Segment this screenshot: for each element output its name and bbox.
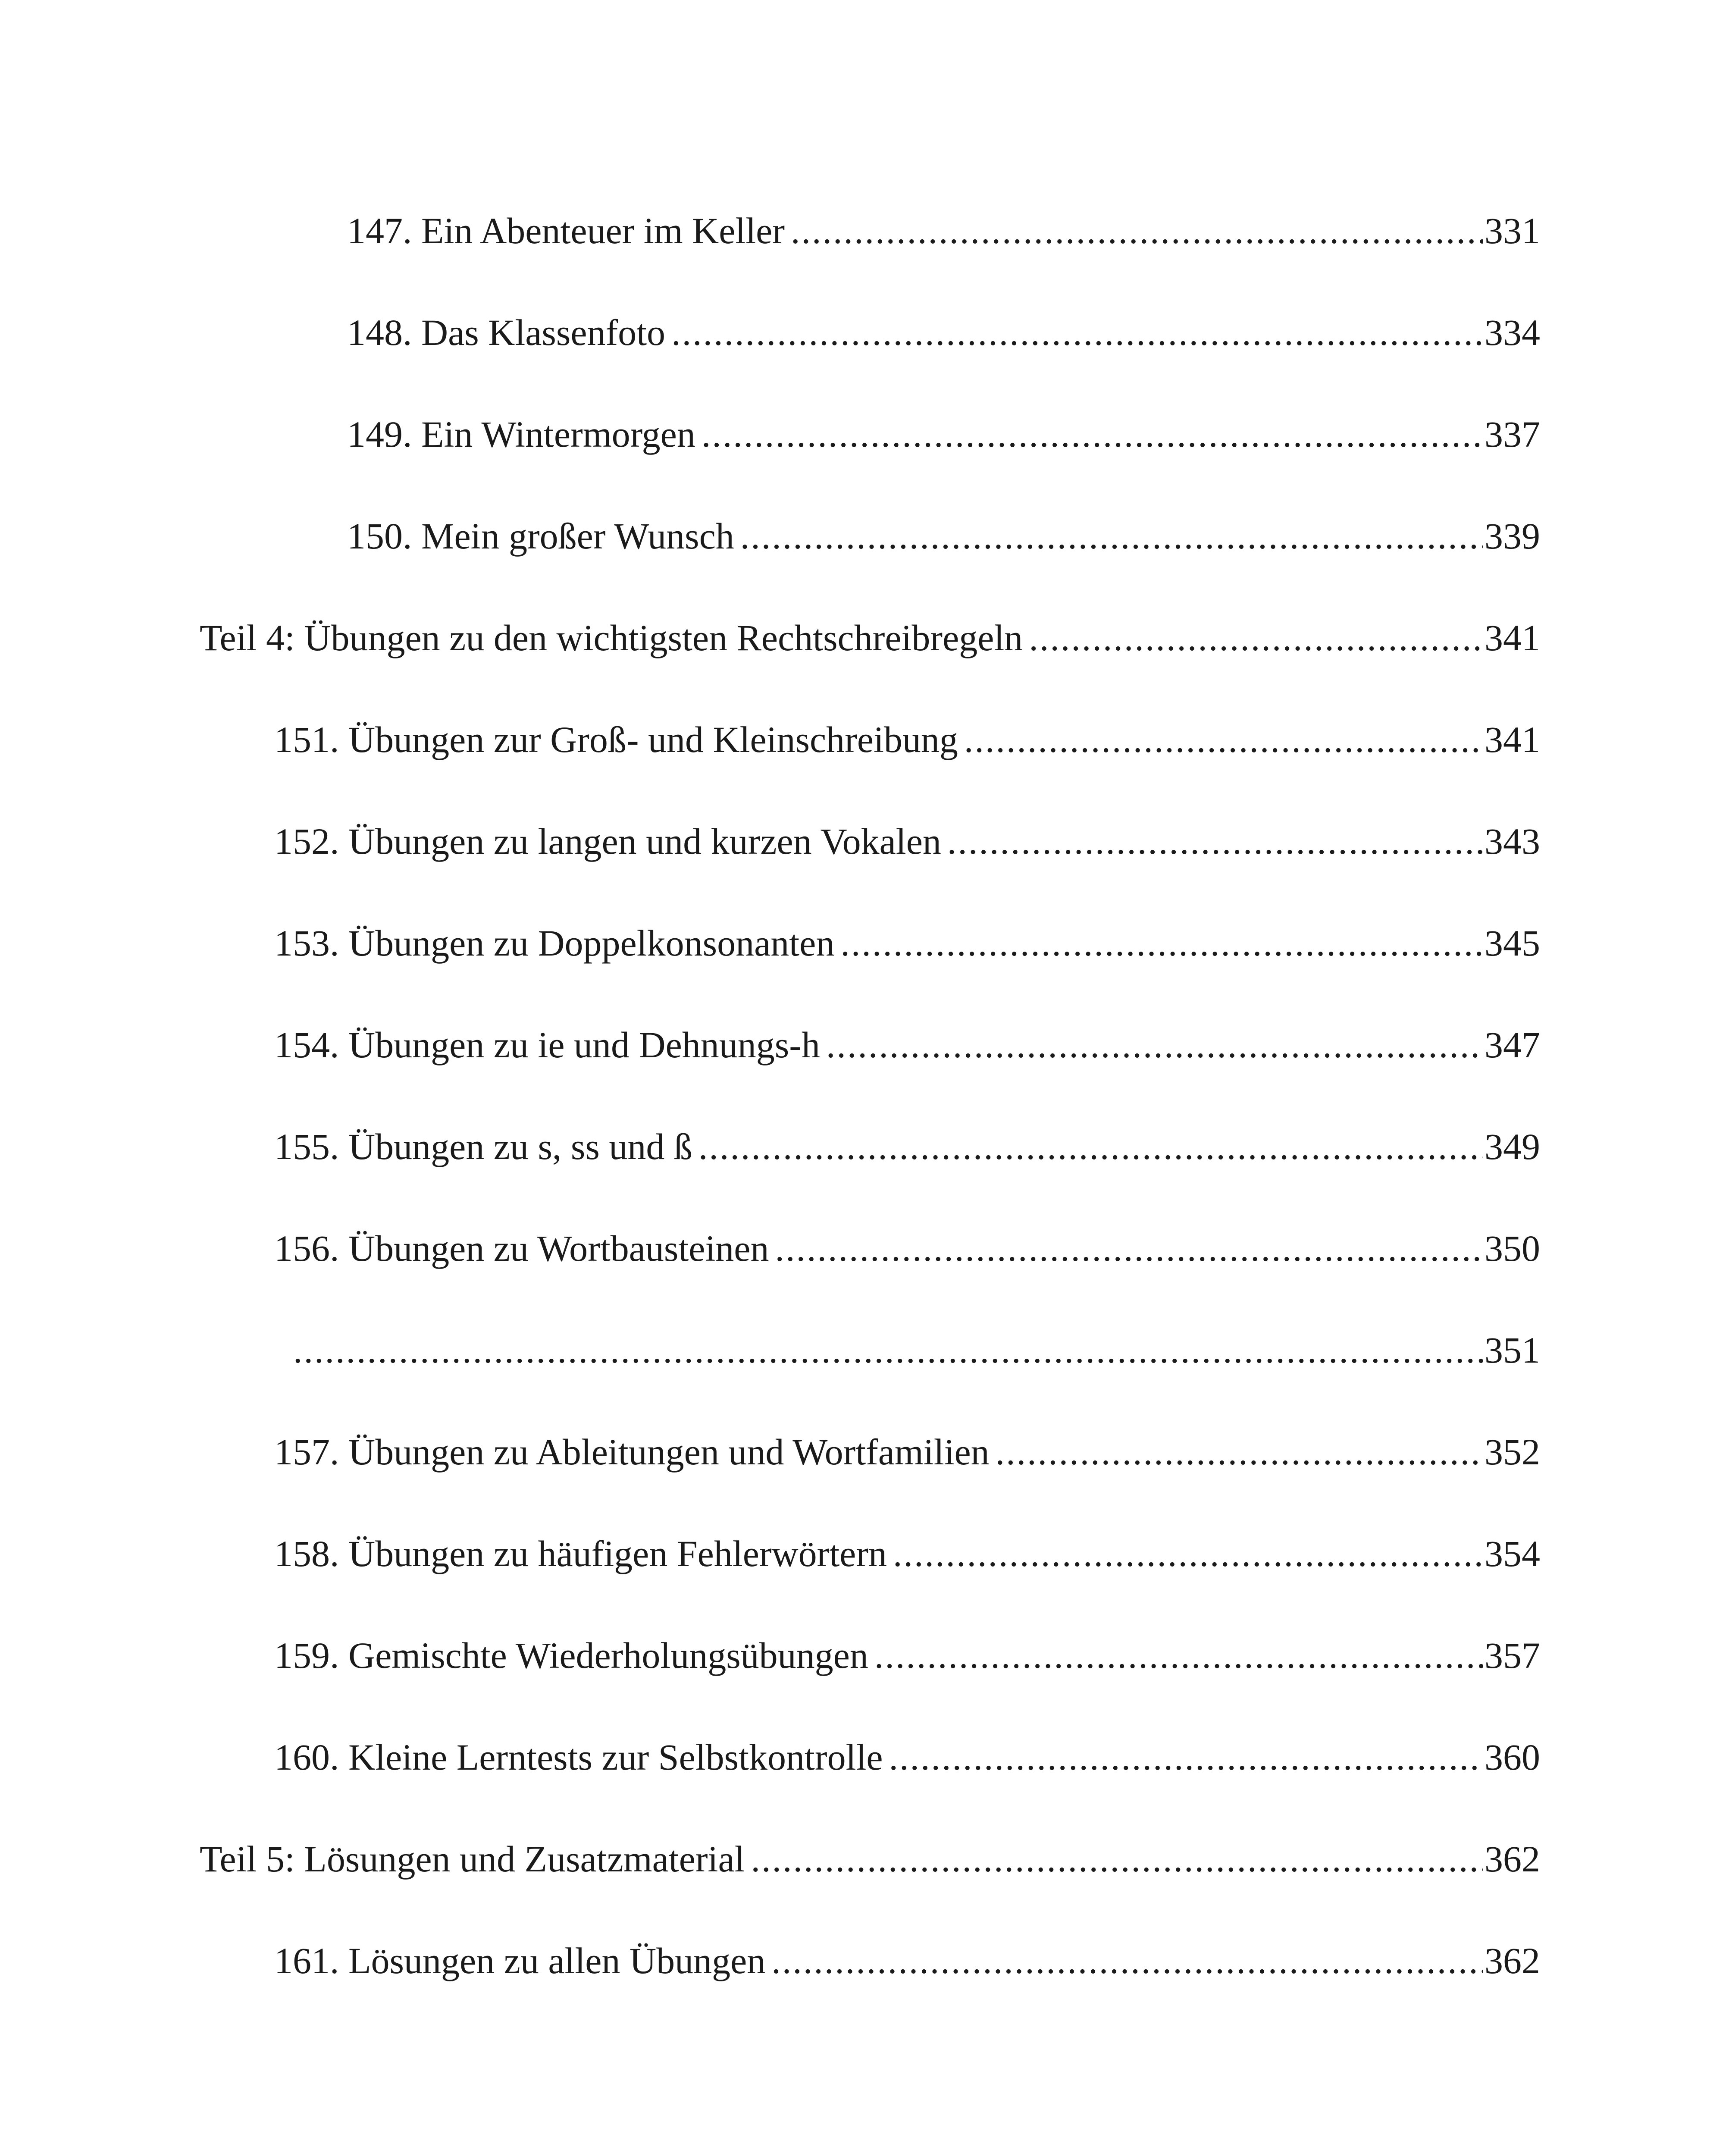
toc-entry[interactable] <box>274 818 1540 865</box>
toc-entry[interactable] <box>274 1632 1540 1679</box>
dot-leader <box>874 1632 1483 1679</box>
dot-leader <box>775 1225 1483 1272</box>
dot-leader <box>791 207 1483 254</box>
toc-entry-title: 156. Übungen zu Wortbausteinen <box>274 1228 769 1269</box>
dot-leader <box>964 716 1483 763</box>
toc-entry-title: 154. Übungen zu ie und Dehnungs-h <box>274 1024 820 1065</box>
toc-entry-page: 339 <box>1485 515 1540 557</box>
toc-entry-page: 354 <box>1485 1533 1540 1574</box>
toc-entry-title: Teil 4: Übungen zu den wichtigsten Rechtschreibregeln <box>200 617 1023 658</box>
toc-entry[interactable] <box>274 919 1540 967</box>
toc-entry-page: 349 <box>1485 1126 1540 1167</box>
dot-leader <box>771 1937 1483 1984</box>
toc-entry-page: 350 <box>1485 1228 1540 1269</box>
toc-entry-untitled[interactable] <box>293 1326 1540 1374</box>
toc-entry-page: 331 <box>1485 210 1540 251</box>
toc-entry-title: 161. Lösungen zu allen Übungen <box>274 1940 766 1981</box>
dot-leader <box>996 1428 1483 1476</box>
toc-entry[interactable] <box>274 1225 1540 1272</box>
toc-entry-page: 334 <box>1485 312 1540 353</box>
toc-entry[interactable] <box>274 716 1540 763</box>
toc-entry[interactable] <box>274 1021 1540 1069</box>
dot-leader <box>893 1530 1483 1577</box>
toc-entry-title: 149. Ein Wintermorgen <box>347 414 695 455</box>
toc-entry-title: 159. Gemischte Wiederholungsübungen <box>274 1635 868 1676</box>
toc-entry-title: 158. Übungen zu häufigen Fehlerwörtern <box>274 1533 887 1574</box>
dot-leader <box>947 818 1483 865</box>
dot-leader <box>1029 614 1483 661</box>
toc-entry-title: 155. Übungen zu s, ss und ß <box>274 1126 692 1167</box>
toc-entry-title: 148. Das Klassenfoto <box>347 312 666 353</box>
toc-entry-title: Teil 5: Lösungen und Zusatzmaterial <box>200 1838 745 1880</box>
dot-leader <box>702 411 1483 458</box>
toc-entry[interactable] <box>274 1733 1540 1781</box>
toc-entry-page: 352 <box>1485 1431 1540 1473</box>
dot-leader <box>840 919 1483 967</box>
toc-entry[interactable] <box>274 1428 1540 1476</box>
toc-entry-page: 362 <box>1485 1940 1540 1981</box>
toc-entry-title: 150. Mein großer Wunsch <box>347 515 734 557</box>
dot-leader <box>740 512 1483 560</box>
toc-entry-page: 360 <box>1485 1736 1540 1778</box>
toc-entry-page: 341 <box>1485 719 1540 760</box>
toc-entry[interactable] <box>274 1123 1540 1170</box>
toc-entry-page: 357 <box>1485 1635 1540 1676</box>
toc-entry[interactable] <box>274 1530 1540 1577</box>
toc-entry[interactable] <box>347 207 1540 254</box>
toc-entry[interactable] <box>347 411 1540 458</box>
toc-part-heading[interactable] <box>200 1835 1540 1883</box>
dot-leader <box>889 1733 1483 1781</box>
toc-entry[interactable] <box>347 309 1540 356</box>
dot-leader <box>671 309 1483 356</box>
toc-entry-page: 345 <box>1485 922 1540 964</box>
toc-entry-title: 152. Übungen zu langen und kurzen Vokalen <box>274 821 941 862</box>
toc-part-heading[interactable] <box>200 614 1540 661</box>
toc-entry-page: 351 <box>1485 1329 1540 1371</box>
toc-entry-title: 157. Übungen zu Ableitungen und Wortfamilien <box>274 1431 990 1473</box>
toc-entry-title: 160. Kleine Lerntests zur Selbstkontrolle <box>274 1736 883 1778</box>
toc-entry-page: 337 <box>1485 414 1540 455</box>
dot-leader <box>293 1326 1483 1374</box>
toc-entry[interactable] <box>274 1937 1540 1984</box>
dot-leader <box>826 1021 1483 1069</box>
toc-entry-page: 341 <box>1485 617 1540 658</box>
toc-entry-page: 362 <box>1485 1838 1540 1880</box>
toc-entry-title: 151. Übungen zur Groß- und Kleinschreibung <box>274 719 958 760</box>
toc-entry-page: 347 <box>1485 1024 1540 1065</box>
toc-entry-title: 147. Ein Abenteuer im Keller <box>347 210 785 251</box>
dot-leader <box>698 1123 1483 1170</box>
toc-entry-title: 153. Übungen zu Doppelkonsonanten <box>274 922 835 964</box>
toc-entry-page: 343 <box>1485 821 1540 862</box>
dot-leader <box>751 1835 1483 1883</box>
toc-entry[interactable] <box>347 512 1540 560</box>
